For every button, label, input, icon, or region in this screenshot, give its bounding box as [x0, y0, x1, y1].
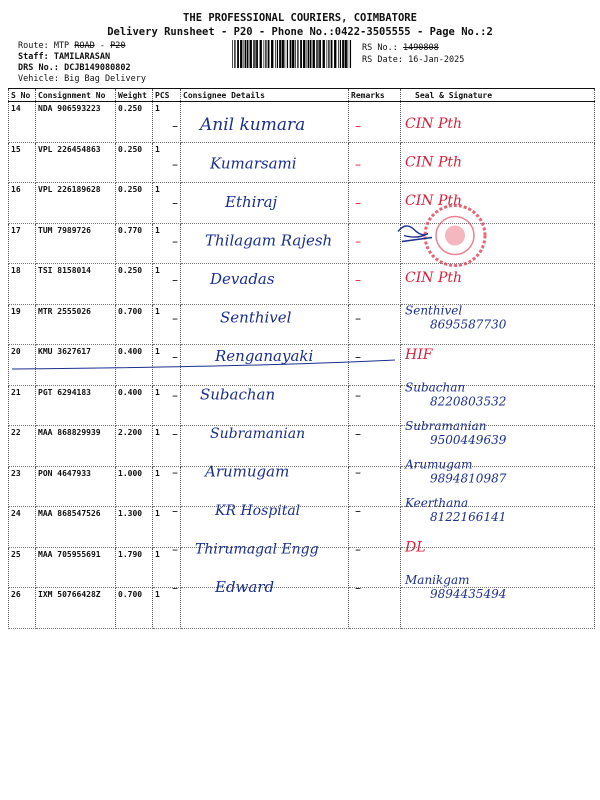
sno-cell: 19: [9, 304, 36, 345]
vehicle-value: Big Bag Delivery: [64, 74, 146, 84]
consignee-cell: [181, 102, 349, 143]
seal-cell: [401, 102, 595, 143]
consignee-cell: [181, 304, 349, 345]
sno-cell: 25: [9, 547, 36, 588]
sno-cell: 16: [9, 183, 36, 224]
runsheet-table: [8, 88, 595, 629]
seal-signature: CIN Pth: [405, 193, 463, 209]
consignee-dash: –: [172, 234, 178, 249]
consignee-cell: [181, 345, 349, 386]
remarks-cell: [349, 507, 401, 548]
remarks-cell: [349, 264, 401, 305]
table-row: [9, 142, 595, 183]
pcs-cell: 1: [153, 426, 181, 467]
pcs-cell: 1: [153, 102, 181, 143]
seal-cell: [401, 507, 595, 548]
weight-cell: 0.400: [116, 385, 153, 426]
remarks-dash: –: [355, 504, 361, 518]
consignee-dash: –: [172, 581, 178, 595]
consignment-cell: MAA 705955691: [36, 547, 116, 588]
consignee-dash: –: [172, 350, 178, 364]
remarks-dash: –: [355, 427, 361, 441]
pcs-cell: 1: [153, 385, 181, 426]
drs-value: DCJB149080802: [64, 63, 131, 73]
sno-cell: 24: [9, 507, 36, 548]
remarks-cell: [349, 183, 401, 224]
pcs-cell: 1: [153, 588, 181, 629]
runsheet-subtitle: Delivery Runsheet - P20 - Phone No.:0422-3505555 - Page No.:2: [107, 26, 493, 38]
remarks-cell: [349, 223, 401, 264]
remarks-cell: [349, 426, 401, 467]
sno-cell: 18: [9, 264, 36, 305]
table-row: [9, 223, 595, 264]
weight-cell: 0.250: [116, 264, 153, 305]
consignee-cell: [181, 385, 349, 426]
table-row: [9, 264, 595, 305]
pcs-cell: 1: [153, 547, 181, 588]
seal-signature: Keerthana: [405, 496, 469, 510]
route-struck: ROAD: [74, 41, 95, 51]
pcs-cell: 1: [153, 466, 181, 507]
weight-cell: 0.250: [116, 102, 153, 143]
consignee-dash: –: [172, 311, 178, 326]
table-row: [9, 507, 595, 548]
seal-cell: [401, 264, 595, 305]
seal-signature: Subachan: [405, 380, 466, 395]
seal-phone: 8220803532: [430, 394, 507, 409]
consignee-dash: –: [172, 388, 178, 403]
pcs-cell: 1: [153, 183, 181, 224]
staff-value: TAMILARASAN: [53, 52, 111, 62]
seal-phone: 9894435494: [430, 587, 507, 601]
table-header-row: [9, 89, 595, 102]
seal-cell: [401, 142, 595, 183]
rs-date-value: 16-Jan-2025: [408, 55, 465, 65]
staff-line: [18, 52, 110, 62]
vehicle-label: Vehicle:: [18, 74, 59, 84]
seal-signature: HIF: [405, 347, 433, 363]
remarks-dash: –: [355, 311, 361, 326]
remarks-cell: [349, 142, 401, 183]
remarks-dash: –: [355, 388, 361, 403]
seal-phone: 9894810987: [430, 471, 507, 486]
header-seal: Seal & Signature: [401, 89, 595, 102]
consignee-signature: Subramanian: [210, 426, 306, 442]
remarks-dash: –: [355, 542, 361, 557]
seal-cell: [401, 304, 595, 345]
pcs-cell: 1: [153, 142, 181, 183]
consignee-cell: [181, 223, 349, 264]
seal-cell: [401, 223, 595, 264]
remarks-dash: –: [355, 234, 361, 249]
barcode-image: [232, 40, 354, 68]
consignment-cell: MAA 868829939: [36, 426, 116, 467]
consignment-cell: IXM 50766428Z: [36, 588, 116, 629]
consignee-signature: Renganayaki: [215, 347, 314, 365]
header-remarks: Remarks: [349, 89, 401, 102]
weight-cell: 0.400: [116, 345, 153, 386]
header-pcs: PCS: [153, 89, 181, 102]
pcs-cell: 1: [153, 223, 181, 264]
consignee-signature: Senthivel: [220, 308, 292, 327]
seal-signature: CIN Pth: [405, 270, 463, 286]
rs-date-line: [362, 55, 464, 65]
remarks-cell: [349, 588, 401, 629]
consignment-cell: NDA 906593223: [36, 102, 116, 143]
weight-cell: 0.250: [116, 142, 153, 183]
seal-phone: 8695587730: [430, 317, 507, 332]
weight-cell: 1.000: [116, 466, 153, 507]
route-sep: -: [94, 41, 111, 51]
seal-cell: [401, 588, 595, 629]
remarks-cell: [349, 547, 401, 588]
seal-signature: DL: [405, 539, 426, 556]
consignee-dash: –: [172, 504, 178, 518]
consignee-dash: –: [172, 119, 178, 133]
table-row: [9, 547, 595, 588]
table-row: [9, 304, 595, 345]
consignment-cell: VPL 226189628: [36, 183, 116, 224]
consignee-cell: [181, 142, 349, 183]
sno-cell: 17: [9, 223, 36, 264]
header-consignee: Consignee Details: [181, 89, 349, 102]
consignee-dash: –: [172, 273, 178, 287]
seal-signature: CIN Pth: [405, 154, 463, 171]
consignee-cell: [181, 466, 349, 507]
sno-cell: 21: [9, 385, 36, 426]
sno-cell: 14: [9, 102, 36, 143]
consignee-signature: Devadas: [210, 270, 275, 288]
seal-cell: [401, 466, 595, 507]
rs-no-value: 1490808: [402, 43, 439, 53]
sno-cell: 26: [9, 588, 36, 629]
header-consignment: Consignment No: [36, 89, 116, 102]
table-row: [9, 466, 595, 507]
seal-signature: Manikgam: [405, 573, 470, 587]
weight-cell: 0.770: [116, 223, 153, 264]
seal-cell: [401, 385, 595, 426]
route-line: [18, 41, 126, 51]
consignee-dash: –: [172, 157, 178, 172]
consignee-dash: –: [172, 465, 178, 480]
seal-phone: 9500449639: [430, 433, 507, 447]
consignment-cell: MTR 2555026: [36, 304, 116, 345]
consignment-cell: PON 4647933: [36, 466, 116, 507]
remarks-dash: –: [355, 465, 361, 480]
consignee-cell: [181, 507, 349, 548]
consignee-cell: [181, 264, 349, 305]
weight-cell: 0.250: [116, 183, 153, 224]
staff-label: Staff:: [18, 52, 49, 62]
seal-signature: Subramanian: [405, 419, 487, 433]
remarks-dash: –: [355, 581, 361, 595]
remarks-cell: [349, 102, 401, 143]
route-label: Route: MTP: [18, 41, 75, 51]
table-row: [9, 102, 595, 143]
consignment-cell: PGT 6294183: [36, 385, 116, 426]
seal-cell: [401, 426, 595, 467]
consignee-signature: Kumarsami: [210, 154, 297, 173]
seal-signature: Arumugam: [405, 457, 473, 472]
seal-cell: [401, 345, 595, 386]
seal-signature: Senthivel: [405, 303, 463, 318]
consignee-dash: –: [172, 427, 178, 441]
pcs-cell: 1: [153, 345, 181, 386]
weight-cell: 1.300: [116, 507, 153, 548]
remarks-cell: [349, 466, 401, 507]
consignee-cell: [181, 547, 349, 588]
consignment-cell: MAA 868547526: [36, 507, 116, 548]
route-code: P20: [110, 41, 126, 51]
seal-cell: [401, 183, 595, 224]
consignee-cell: [181, 426, 349, 467]
consignee-signature: Thirumagal Engg: [195, 541, 319, 558]
sno-cell: 20: [9, 345, 36, 386]
rs-no-line: [362, 43, 439, 53]
header-weight: Weight: [116, 89, 153, 102]
pcs-cell: 1: [153, 304, 181, 345]
rs-no-label: RS No.:: [362, 43, 398, 53]
table-row: [9, 588, 595, 629]
remarks-cell: [349, 304, 401, 345]
rs-date-label: RS Date:: [362, 55, 403, 65]
consignee-dash: –: [172, 542, 178, 557]
remarks-dash: –: [355, 350, 361, 364]
weight-cell: 1.790: [116, 547, 153, 588]
consignment-cell: TSI 8158014: [36, 264, 116, 305]
remarks-dash: –: [355, 119, 361, 133]
seal-signature: CIN Pth: [405, 116, 463, 132]
drs-label: DRS No.:: [18, 63, 59, 73]
table-row: [9, 385, 595, 426]
consignee-signature: Anil kumara: [200, 115, 306, 135]
pcs-cell: 1: [153, 507, 181, 548]
table-row: [9, 345, 595, 386]
sno-cell: 15: [9, 142, 36, 183]
seal-cell: [401, 547, 595, 588]
consignment-cell: KMU 3627617: [36, 345, 116, 386]
remarks-cell: [349, 385, 401, 426]
consignee-signature: Thilagam Rajesh: [205, 231, 333, 250]
consignee-signature: Edward: [215, 578, 275, 596]
sno-cell: 23: [9, 466, 36, 507]
drs-line: [18, 63, 131, 73]
consignee-cell: [181, 183, 349, 224]
remarks-dash: –: [355, 273, 361, 287]
remarks-dash: –: [355, 157, 361, 172]
remarks-cell: [349, 345, 401, 386]
weight-cell: 0.700: [116, 588, 153, 629]
company-title: THE PROFESSIONAL COURIERS, COIMBATORE: [183, 12, 417, 24]
pcs-cell: 1: [153, 264, 181, 305]
consignee-cell: [181, 588, 349, 629]
consignee-signature: Arumugam: [205, 462, 290, 481]
weight-cell: 2.200: [116, 426, 153, 467]
consignment-cell: TUM 7989726: [36, 223, 116, 264]
remarks-dash: –: [355, 196, 361, 210]
header-sno: S No: [9, 89, 36, 102]
consignee-signature: KR Hospital: [215, 503, 301, 519]
table-row: [9, 426, 595, 467]
consignee-dash: –: [172, 196, 178, 210]
table-row: [9, 183, 595, 224]
sno-cell: 22: [9, 426, 36, 467]
consignment-cell: VPL 226454863: [36, 142, 116, 183]
weight-cell: 0.700: [116, 304, 153, 345]
consignee-signature: Ethiraj: [225, 193, 278, 211]
consignee-signature: Subachan: [200, 385, 276, 404]
vehicle-line: [18, 74, 146, 84]
seal-phone: 8122166141: [430, 510, 507, 524]
